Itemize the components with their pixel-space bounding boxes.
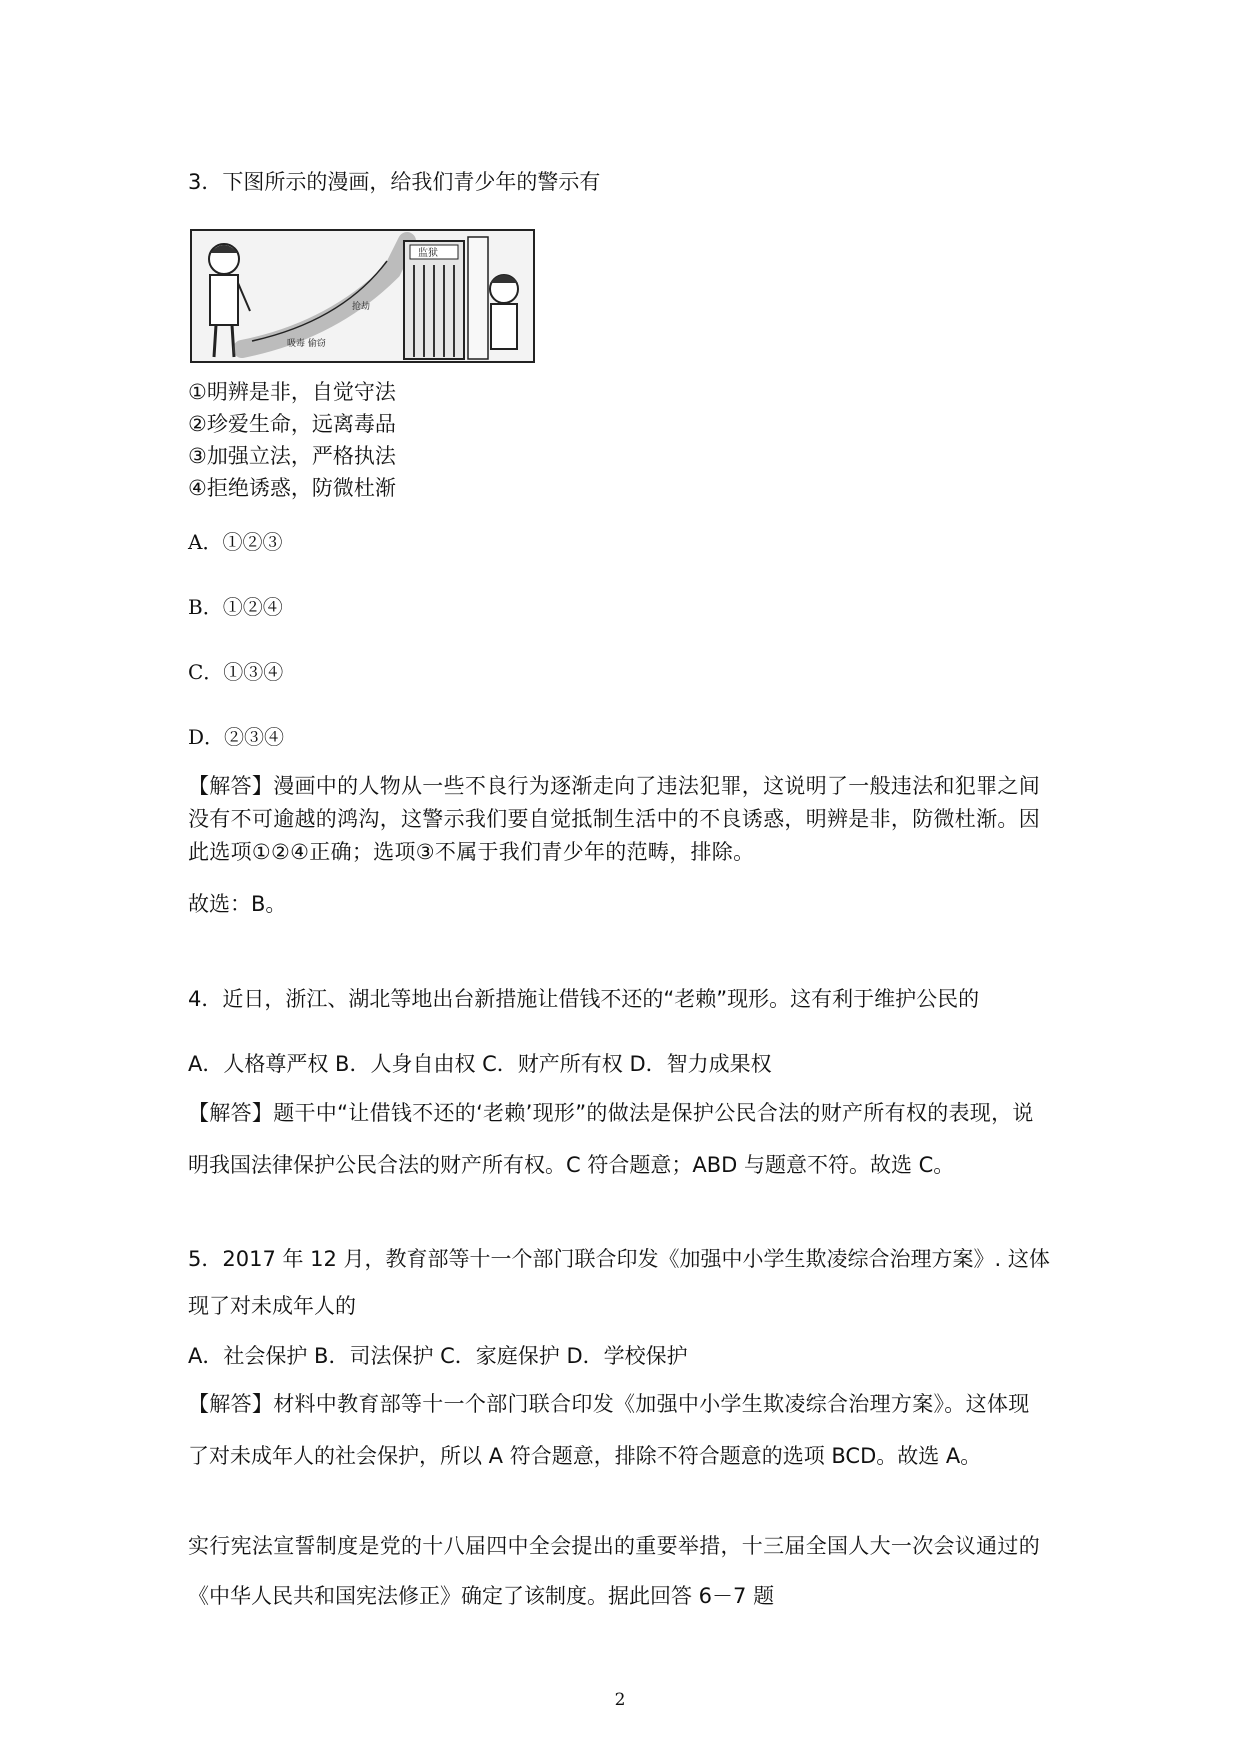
q4-answer-line: 【解答】题干中“让借钱不还的‘老赖’现形”的做法是保护公民合法的财产所有权的表现，说 [188, 1101, 1034, 1125]
page-number: 2 [614, 1690, 626, 1710]
intro-line: 《中华人民共和国宪法修正》确定了该制度。据此回答 6－7 题 [188, 1584, 775, 1608]
question-5-stem: 现了对未成年人的 [188, 1294, 356, 1318]
cartoon-image [190, 229, 535, 363]
svg-text:抢劫: 抢劫 [352, 302, 371, 312]
question-5-options: A．社会保护 B．司法保护 C．家庭保护 D．学校保护 [188, 1344, 688, 1368]
q4-answer-line: 明我国法律保护公民合法的财产所有权。C 符合题意；ABD 与题意不符。故选 C。 [188, 1153, 955, 1177]
q5-answer-line: 了对未成年人的社会保护，所以 A 符合题意，排除不符合题意的选项 BCD。故选 A。 [188, 1444, 982, 1468]
statement-4: ④拒绝诱惑，防微杜渐 [188, 476, 396, 500]
option-b: B．①②④ [188, 595, 283, 619]
option-d: D．②③④ [188, 725, 285, 749]
q5-answer-line: 【解答】材料中教育部等十一个部门联合印发《加强中小学生欺凌综合治理方案》。这体现 [188, 1392, 1030, 1416]
option-c: C．①③④ [188, 660, 284, 684]
q3-answer-line: 此选项①②④正确；选项③不属于我们青少年的范畴，排除。 [188, 840, 755, 864]
q3-choice: 故选：B。 [188, 892, 287, 916]
statement-3: ③加强立法，严格执法 [188, 444, 396, 468]
question-5-stem: 5．2017 年 12 月，教育部等十一个部门联合印发《加强中小学生欺凌综合治理方案》. 这体 [188, 1247, 1050, 1271]
statement-2: ②珍爱生命，远离毒品 [188, 412, 396, 436]
svg-text:监狱: 监狱 [418, 248, 438, 259]
q3-answer-line: 【解答】漫画中的人物从一些不良行为逐渐走向了违法犯罪，这说明了一般违法和犯罪之间 [188, 774, 1040, 798]
question-4-stem: 4．近日，浙江、湖北等地出台新措施让借钱不还的“老赖”现形。这有利于维护公民的 [188, 987, 980, 1011]
question-4-options: A．人格尊严权 B．人身自由权 C．财产所有权 D．智力成果权 [188, 1052, 772, 1076]
question-3-stem: 3．下图所示的漫画，给我们青少年的警示有 [188, 170, 601, 194]
statement-1: ①明辨是非，自觉守法 [188, 380, 396, 404]
intro-line: 实行宪法宣誓制度是党的十八届四中全会提出的重要举措，十三届全国人大一次会议通过的 [188, 1534, 1040, 1558]
q3-answer-line: 没有不可逾越的鸿沟，这警示我们要自觉抵制生活中的不良诱惑，明辨是非，防微杜渐。因 [188, 807, 1040, 831]
svg-text:吸毒 偷窃: 吸毒 偷窃 [287, 339, 326, 349]
option-a: A．①②③ [188, 530, 283, 554]
